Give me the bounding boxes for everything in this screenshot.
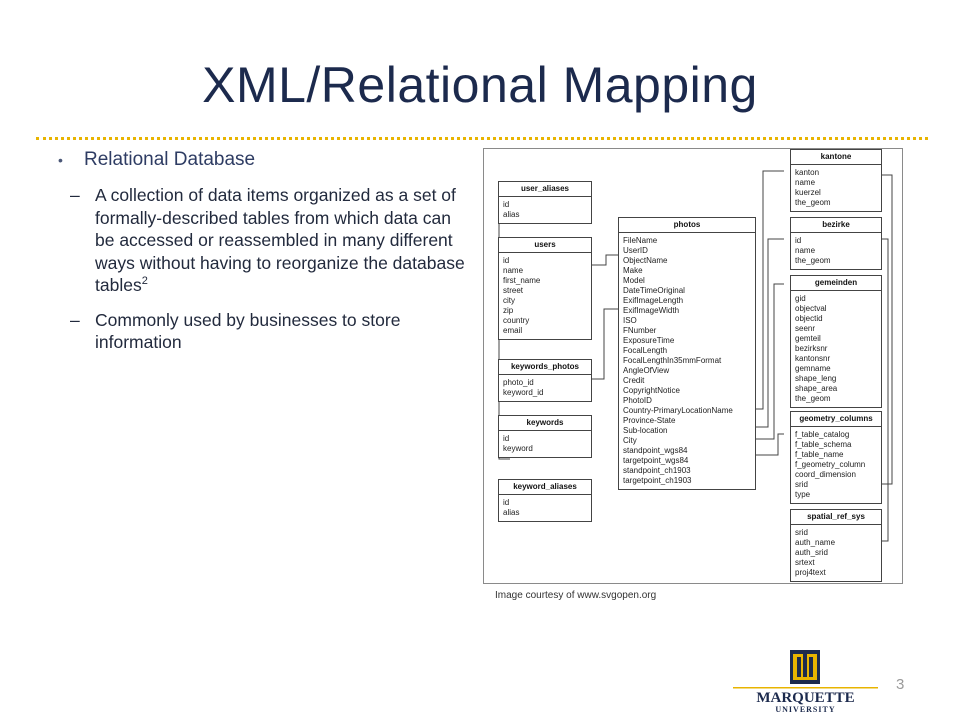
db-table-spatial-ref-sys	[790, 509, 882, 582]
db-table-fields	[791, 165, 881, 211]
db-table-fields	[619, 233, 755, 489]
db-field: objectval	[795, 304, 827, 313]
sub-bullet-usage	[58, 309, 468, 354]
db-table-gemeinden	[790, 275, 882, 408]
logo-subtext: UNIVERSITY	[775, 705, 836, 714]
db-field: seenr	[795, 324, 816, 333]
db-field: auth_name	[795, 538, 836, 547]
bullet-relational-database	[58, 148, 468, 172]
db-field: f_table_catalog	[795, 430, 850, 439]
db-field: gemname	[795, 364, 831, 373]
db-table-name: geometry_columns	[791, 412, 881, 427]
db-table-name: spatial_ref_sys	[791, 510, 881, 525]
logo-wordmark: MARQUETTE	[756, 690, 855, 706]
db-field: name	[503, 266, 524, 275]
db-field: PhotoID	[623, 396, 652, 405]
db-field: Model	[623, 276, 645, 285]
db-field: shape_leng	[795, 374, 837, 383]
page-number: 3	[896, 676, 905, 693]
link-line	[756, 239, 784, 427]
db-table-geometry-columns	[790, 411, 882, 504]
db-table-name: bezirke	[791, 218, 881, 233]
sub-bullet-definition-text: A collection of data items organized as a set of formally-described tables from which data can be accessed or reassembled in many different ways without having to reorganize the database tables	[95, 185, 465, 295]
db-field: srid	[795, 528, 808, 537]
db-field: the_geom	[795, 198, 831, 207]
db-table-fields	[499, 431, 591, 457]
db-field: id	[795, 236, 802, 245]
db-field: objectid	[795, 314, 823, 323]
db-table-fields	[499, 253, 591, 339]
db-table-name: photos	[619, 218, 755, 233]
link-line	[756, 171, 784, 409]
db-field: proj4text	[795, 568, 826, 577]
db-field: f_table_name	[795, 450, 844, 459]
db-field: kanton	[795, 168, 820, 177]
db-field: email	[503, 326, 523, 335]
db-table-fields	[791, 233, 881, 269]
db-field: UserID	[623, 246, 648, 255]
db-field: Credit	[623, 376, 645, 385]
db-field: ObjectName	[623, 256, 668, 265]
db-field: FocalLength	[623, 346, 668, 355]
db-field: Province-State	[623, 416, 676, 425]
db-field: standpoint_ch1903	[623, 466, 691, 475]
db-field: kantonsnr	[795, 354, 831, 363]
db-field: f_table_schema	[795, 440, 852, 449]
db-field: id	[503, 498, 510, 507]
db-field: type	[795, 490, 811, 499]
db-field: id	[503, 256, 510, 265]
db-table-fields	[791, 427, 881, 503]
db-field: photo_id	[503, 378, 534, 387]
db-field: standpoint_wgs84	[623, 446, 688, 455]
db-field: keyword_id	[503, 388, 544, 397]
db-field: FNumber	[623, 326, 657, 335]
db-field: country	[503, 316, 530, 325]
db-table-fields	[499, 375, 591, 401]
link-line	[756, 434, 784, 455]
db-table-fields	[499, 495, 591, 521]
db-field: shape_area	[795, 384, 838, 393]
db-table-kantone	[790, 149, 882, 212]
db-field: bezirksnr	[795, 344, 828, 353]
slide-content	[58, 148, 468, 354]
db-table-users	[498, 237, 592, 340]
link-line	[882, 175, 892, 484]
db-field: city	[503, 296, 515, 305]
db-field: the_geom	[795, 256, 831, 265]
footnote-ref: 2	[141, 275, 148, 288]
db-field: id	[503, 434, 510, 443]
db-field: kuerzel	[795, 188, 821, 197]
db-field: alias	[503, 210, 520, 219]
db-field: City	[623, 436, 637, 445]
bullet-dot: •	[58, 152, 63, 168]
db-table-name: keyword_aliases	[499, 480, 591, 495]
db-field: FileName	[623, 236, 658, 245]
db-field: ExifImageWidth	[623, 306, 680, 315]
db-table-name: kantone	[791, 150, 881, 165]
link-line	[756, 284, 784, 439]
db-field: name	[795, 246, 816, 255]
db-field: FocalLengthIn35mmFormat	[623, 356, 722, 365]
db-field: keyword	[503, 444, 533, 453]
db-table-fields	[499, 197, 591, 223]
db-field: CopyrightNotice	[623, 386, 680, 395]
db-table-keyword-aliases	[498, 479, 592, 522]
db-table-name: keywords	[499, 416, 591, 431]
db-field: srid	[795, 480, 808, 489]
db-table-bezirke	[790, 217, 882, 270]
marquette-crest-icon	[733, 648, 878, 714]
db-field: coord_dimension	[795, 470, 856, 479]
image-caption: Image courtesy of www.svgopen.org	[495, 590, 657, 601]
db-field: Sub-location	[623, 426, 668, 435]
sub-bullet-dash: –	[70, 309, 80, 330]
db-field: AngleOfView	[623, 366, 670, 375]
db-field: auth_srid	[795, 548, 828, 557]
marquette-logo	[733, 648, 878, 714]
db-field: f_geometry_column	[795, 460, 866, 469]
bullet-level1-text: Relational Database	[84, 149, 256, 170]
sub-bullet-usage-text: Commonly used by businesses to store information	[95, 309, 401, 352]
db-field: id	[503, 200, 510, 209]
db-field: ExifImageLength	[623, 296, 684, 305]
db-field: ISO	[623, 316, 637, 325]
db-field: Country-PrimaryLocationName	[623, 406, 733, 415]
db-table-name: users	[499, 238, 591, 253]
db-field: gid	[795, 294, 806, 303]
db-table-name: keywords_photos	[499, 360, 591, 375]
db-table-name: gemeinden	[791, 276, 881, 291]
db-table-keywords	[498, 415, 592, 458]
db-field: targetpoint_wgs84	[623, 456, 689, 465]
db-field: alias	[503, 508, 520, 517]
er-diagram	[483, 148, 903, 584]
db-field: zip	[503, 306, 514, 315]
db-field: first_name	[503, 276, 541, 285]
link-line	[882, 239, 888, 541]
db-field: Make	[623, 266, 643, 275]
db-field: targetpoint_ch1903	[623, 476, 692, 485]
db-field: name	[795, 178, 816, 187]
sub-bullet-dash: –	[70, 185, 80, 205]
title-divider	[36, 137, 928, 140]
sub-bullet-definition	[58, 184, 468, 297]
db-field: DateTimeOriginal	[623, 286, 685, 295]
db-field: srtext	[795, 558, 815, 567]
db-field: ExposureTime	[623, 336, 675, 345]
link-line	[592, 309, 618, 379]
slide-title: XML/Relational Mapping	[202, 57, 758, 113]
db-table-fields	[791, 525, 881, 581]
db-field: the_geom	[795, 394, 831, 403]
link-line	[592, 255, 618, 265]
db-table-user-aliases	[498, 181, 592, 224]
db-field: gemteil	[795, 334, 821, 343]
db-table-keywords-photos	[498, 359, 592, 402]
db-field: street	[503, 286, 524, 295]
db-table-photos	[618, 217, 756, 490]
db-table-name: user_aliases	[499, 182, 591, 197]
db-table-fields	[791, 291, 881, 407]
